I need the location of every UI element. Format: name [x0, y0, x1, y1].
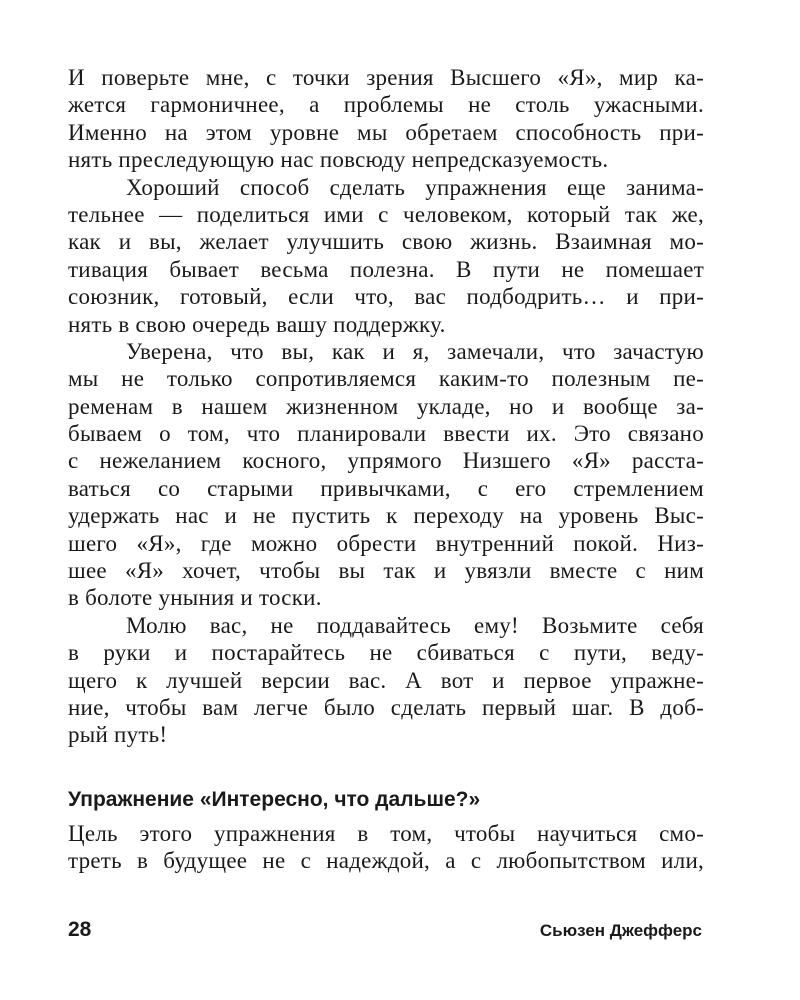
text-line: ваться со старыми привычками, с его стремлением: [68, 475, 704, 501]
text-line: в болоте уныния и тоски.: [68, 585, 322, 611]
text-line: мы не только сопротивляемся каким-то полезным пе-: [68, 366, 704, 392]
text-line: шего «Я», где можно обрести внутренний покой. Низ-: [68, 530, 704, 556]
section-heading: Упражнение «Интересно, что дальше?»: [68, 788, 481, 811]
paragraph: [68, 612, 704, 749]
text-line: шее «Я» хочет, чтобы вы так и увязли вместе с ним: [68, 558, 704, 584]
text-line: треть в будущее не с надеждой, а с любопытством или,: [68, 848, 704, 874]
paragraph: [68, 174, 704, 338]
text-line: союзник, готовый, если что, вас подбодрить… и при-: [68, 284, 704, 310]
page-number: 28: [68, 918, 92, 941]
text-line: ние, чтобы вам легче было сделать первый шаг. В доб-: [68, 694, 704, 720]
body-text: [68, 64, 704, 749]
text-line: удержать нас и не пустить к переходу на уровень Выс-: [68, 503, 704, 529]
text-line: Молю вас, не поддавайтесь ему! Возьмите себя: [126, 612, 704, 638]
text-line: рый путь!: [68, 722, 168, 748]
paragraph: [68, 64, 704, 174]
text-line: жется гармоничнее, а проблемы не столь ужасными.: [68, 92, 704, 118]
text-line: Хороший способ сделать упражнения еще занима-: [126, 174, 704, 200]
text-line: Цель этого упражнения в том, чтобы научиться смо-: [68, 821, 704, 846]
text-line: бываем о том, что планировали ввести их. Это связано: [68, 421, 704, 447]
section-text: [68, 820, 704, 875]
text-line: тивация бывает весьма полезна. В пути не помешает: [68, 256, 704, 282]
text-line: как и вы, желает улучшить свою жизнь. Взаимная мо-: [68, 229, 704, 255]
text-line: в руки и постарайтесь не сбиваться с пути, веду-: [68, 640, 704, 666]
text-line: Уверена, что вы, как и я, замечали, что зачастую: [126, 338, 704, 364]
paragraph: [68, 338, 704, 612]
text-line: с нежеланием косного, упрямого Низшего «Я» расста-: [68, 448, 704, 474]
text-line: тельнее — поделиться ими с человеком, который так же,: [68, 201, 704, 227]
text-line: ременам в нашем жизненном укладе, но и вообще за-: [68, 393, 704, 419]
text-line: нять преследующую нас повсюду непредсказуемость.: [68, 147, 609, 173]
text-line: И поверьте мне, с точки зрения Высшего «Я», мир ка-: [68, 65, 704, 90]
text-line: щего к лучшей версии вас. А вот и первое упражне-: [68, 667, 704, 693]
text-line: Именно на этом уровне мы обретаем способность при-: [68, 119, 704, 145]
running-footer-author: Сьюзен Джефферс: [539, 921, 702, 940]
text-line: нять в свою очередь вашу поддержку.: [68, 311, 446, 337]
